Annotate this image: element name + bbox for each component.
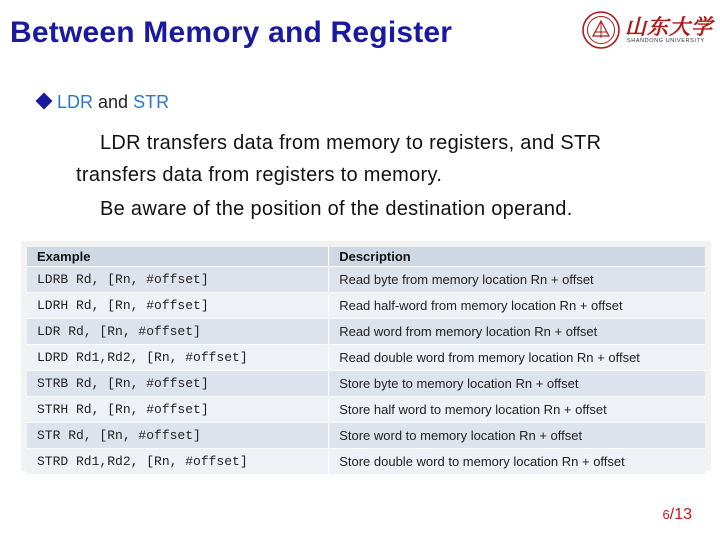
university-seal-icon [581, 10, 621, 50]
paragraph-line-1: LDR transfers data from memory to registers, and STR [100, 132, 602, 154]
description-cell: Read double word from memory location Rn + offset [329, 345, 705, 371]
description-cell: Store half word to memory location Rn + offset [329, 397, 705, 423]
table-row [27, 397, 705, 423]
example-cell: STRH Rd, [Rn, #offset] [27, 397, 329, 423]
note-paragraph: Be aware of the position of the destination operand. [100, 198, 573, 220]
header-description: Description [329, 247, 705, 267]
logo-english-text: SHANDONG UNIVERSITY [627, 38, 705, 44]
table-row [27, 423, 705, 449]
table-row [27, 319, 705, 345]
example-cell: LDR Rd, [Rn, #offset] [27, 319, 329, 345]
bullet-heading [36, 92, 169, 113]
example-cell: LDRH Rd, [Rn, #offset] [27, 293, 329, 319]
instruction-table [27, 247, 705, 475]
table-row [27, 345, 705, 371]
logo-chinese-text: 山东大学 [625, 14, 713, 39]
example-cell: LDRB Rd, [Rn, #offset] [27, 267, 329, 293]
example-cell: LDRD Rd1,Rd2, [Rn, #offset] [27, 345, 329, 371]
example-cell: STRB Rd, [Rn, #offset] [27, 371, 329, 397]
example-cell: STR Rd, [Rn, #offset] [27, 423, 329, 449]
table-row [27, 267, 705, 293]
page-slash: / [669, 506, 675, 523]
header-example: Example [27, 247, 329, 267]
instruction-table-panel [21, 241, 711, 471]
description-cell: Read word from memory location Rn + offset [329, 319, 705, 345]
keyword-str: STR [133, 92, 170, 112]
description-paragraph [76, 127, 696, 191]
table-row [27, 293, 705, 319]
description-cell: Read byte from memory location Rn + offset [329, 267, 705, 293]
description-cell: Store byte to memory location Rn + offset [329, 371, 705, 397]
university-logo [581, 9, 713, 51]
diamond-bullet-icon [36, 93, 53, 110]
table-header-row [27, 247, 705, 267]
table-row [27, 371, 705, 397]
bullet-and: and [93, 92, 134, 112]
description-cell: Read half-word from memory location Rn + offset [329, 293, 705, 319]
page-total: 13 [674, 506, 692, 523]
page-number [663, 506, 692, 524]
keyword-ldr: LDR [57, 92, 94, 112]
table-row [27, 449, 705, 475]
description-cell: Store double word to memory location Rn + offset [329, 449, 705, 475]
page-current: 6 [662, 507, 670, 522]
example-cell: STRD Rd1,Rd2, [Rn, #offset] [27, 449, 329, 475]
paragraph-line-2: transfers data from registers to memory. [76, 164, 443, 186]
description-cell: Store word to memory location Rn + offset [329, 423, 705, 449]
slide-title: Between Memory and Register [10, 16, 453, 49]
